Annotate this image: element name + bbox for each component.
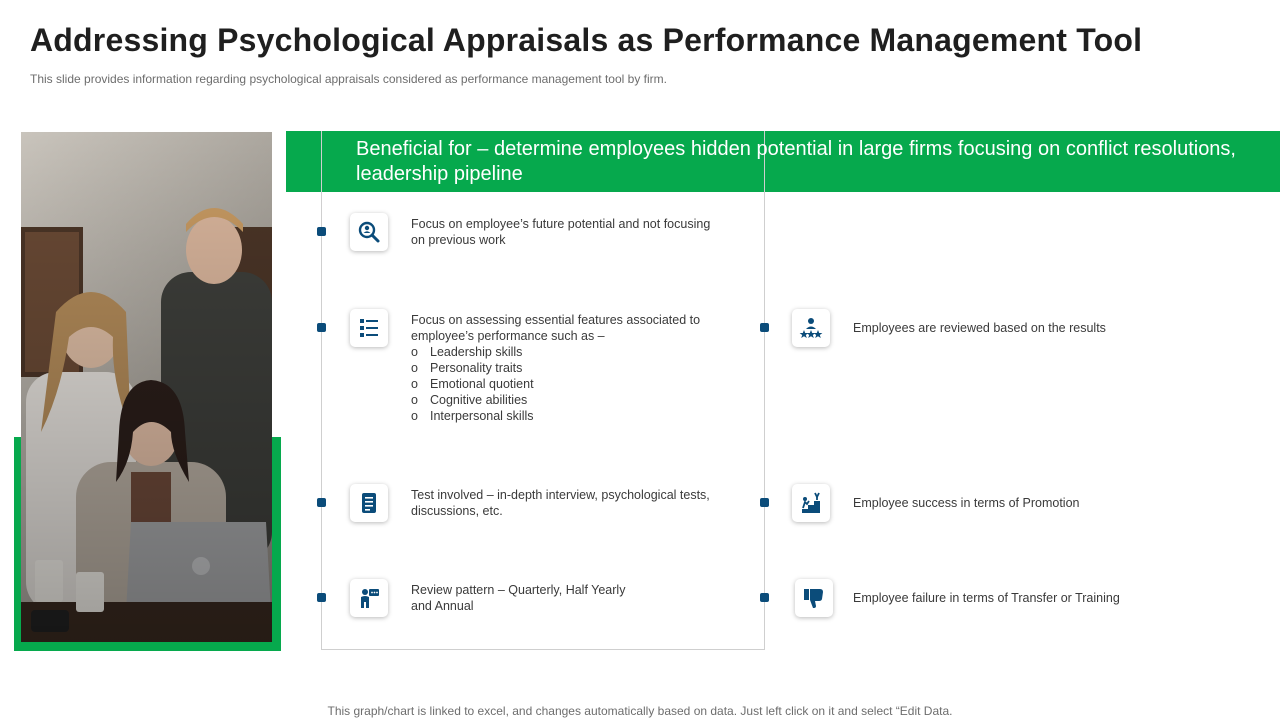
page-subtitle: This slide provides information regarding psychological appraisals considered as performance management tool by firm. (30, 72, 667, 86)
left-item-2-intro: Focus on assessing essential features associated to employee’s performance such as – (411, 313, 701, 343)
document-icon (350, 484, 388, 522)
timeline-dot (317, 227, 326, 236)
timeline-dot (317, 323, 326, 332)
timeline-dot (760, 323, 769, 332)
left-item-1-text: Focus on employee’s future potential and not focusing on previous work (411, 217, 711, 247)
timeline-dot (317, 593, 326, 602)
magnifier-person-icon (350, 213, 388, 251)
footer-note: This graph/chart is linked to excel, and changes automatically based on data. Just left click on it and select “Edit Data. (327, 704, 953, 718)
left-item-4-text: Review pattern – Quarterly, Half Yearly and Annual (411, 583, 626, 613)
feature-list (411, 344, 731, 424)
list-item: o Interpersonal skills (411, 409, 534, 423)
timeline-dot (760, 498, 769, 507)
right-item-1-text: Employees are reviewed based on the results (853, 321, 1106, 335)
left-item-3-text: Test involved – in-depth interview, psychological tests, discussions, etc. (411, 488, 710, 518)
right-item-2-text: Employee success in terms of Promotion (853, 496, 1080, 510)
right-item-3-text: Employee failure in terms of Transfer or Training (853, 591, 1120, 605)
timeline-dot (760, 593, 769, 602)
promotion-stairs-icon (792, 484, 830, 522)
person-stars-icon (792, 309, 830, 347)
corner-decoration (0, 0, 31, 3)
page-title: Addressing Psychological Appraisals as Performance Management Tool (30, 22, 1143, 58)
left-item-2-text (411, 312, 731, 424)
checklist-icon (350, 309, 388, 347)
thumbs-down-icon (795, 579, 833, 617)
timeline-dot (317, 498, 326, 507)
presenter-icon (350, 579, 388, 617)
list-item: o Leadership skills (411, 345, 523, 359)
benefit-banner-text: Beneficial for – determine employees hidden potential in large firms focusing on conflict resolutions, leadership pipeline (356, 138, 1236, 185)
team-photo (21, 132, 272, 642)
list-item: o Emotional quotient (411, 377, 534, 391)
list-item: o Cognitive abilities (411, 393, 528, 407)
list-item: o Personality traits (411, 361, 523, 375)
